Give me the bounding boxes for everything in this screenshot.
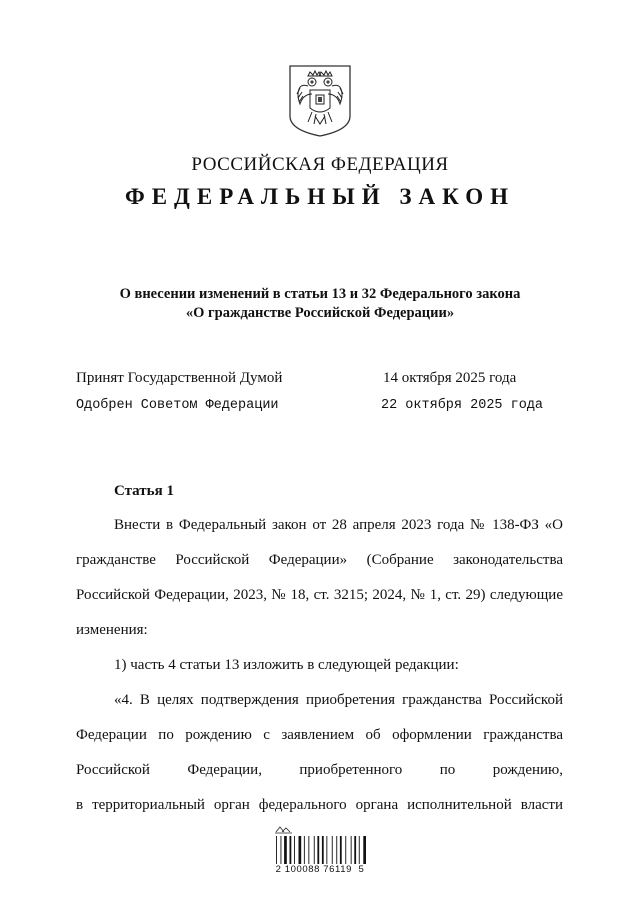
quote-line: Российской Федерации, приобретенного по рождению, (76, 762, 563, 778)
country-name: РОССИЙСКАЯ ФЕДЕРАЦИЯ (191, 154, 449, 175)
law-title-line-1: О внесении изменений в статьи 13 и 32 Федерального закона (119, 286, 521, 302)
barcode-number: 2 100088 76119 5 (275, 864, 365, 875)
article-body (76, 508, 563, 823)
council-approval-label: Одобрен Советом Федерации (76, 398, 279, 413)
article-heading: Статья 1 (114, 483, 174, 499)
quote-line: в территориальный орган федерального органа исполнительной власти (76, 797, 563, 813)
law-title-line-2: «О гражданстве Российской Федерации» (185, 305, 455, 321)
law-title (0, 285, 640, 323)
article-item: 1) часть 4 статьи 13 изложить в следующей редакции: (114, 657, 459, 673)
coat-of-arms-icon (288, 64, 352, 138)
quote-line: «4. В целях подтверждения приобретения гражданства Российской (114, 692, 563, 708)
law-type-heading: ФЕДЕРАЛЬНЫЙ ЗАКОН (124, 184, 516, 209)
quote-line: Федерации по рождению с заявлением об оформлении гражданства (76, 727, 563, 743)
duma-adoption-date: 14 октября 2025 года (383, 370, 517, 386)
council-approval-date: 22 октября 2025 года (381, 398, 544, 413)
article-paragraph: Внести в Федеральный закон от 28 апреля 2023 года № 138-ФЗ «О гражданстве Российской Федерации» (Собрание законодательства Российской Федерации, 2023, № 18, ст. 3215; 2024, № 1, ст. 29) следующие изменения: (76, 517, 563, 638)
duma-adoption-label: Принят Государственной Думой (76, 370, 283, 386)
